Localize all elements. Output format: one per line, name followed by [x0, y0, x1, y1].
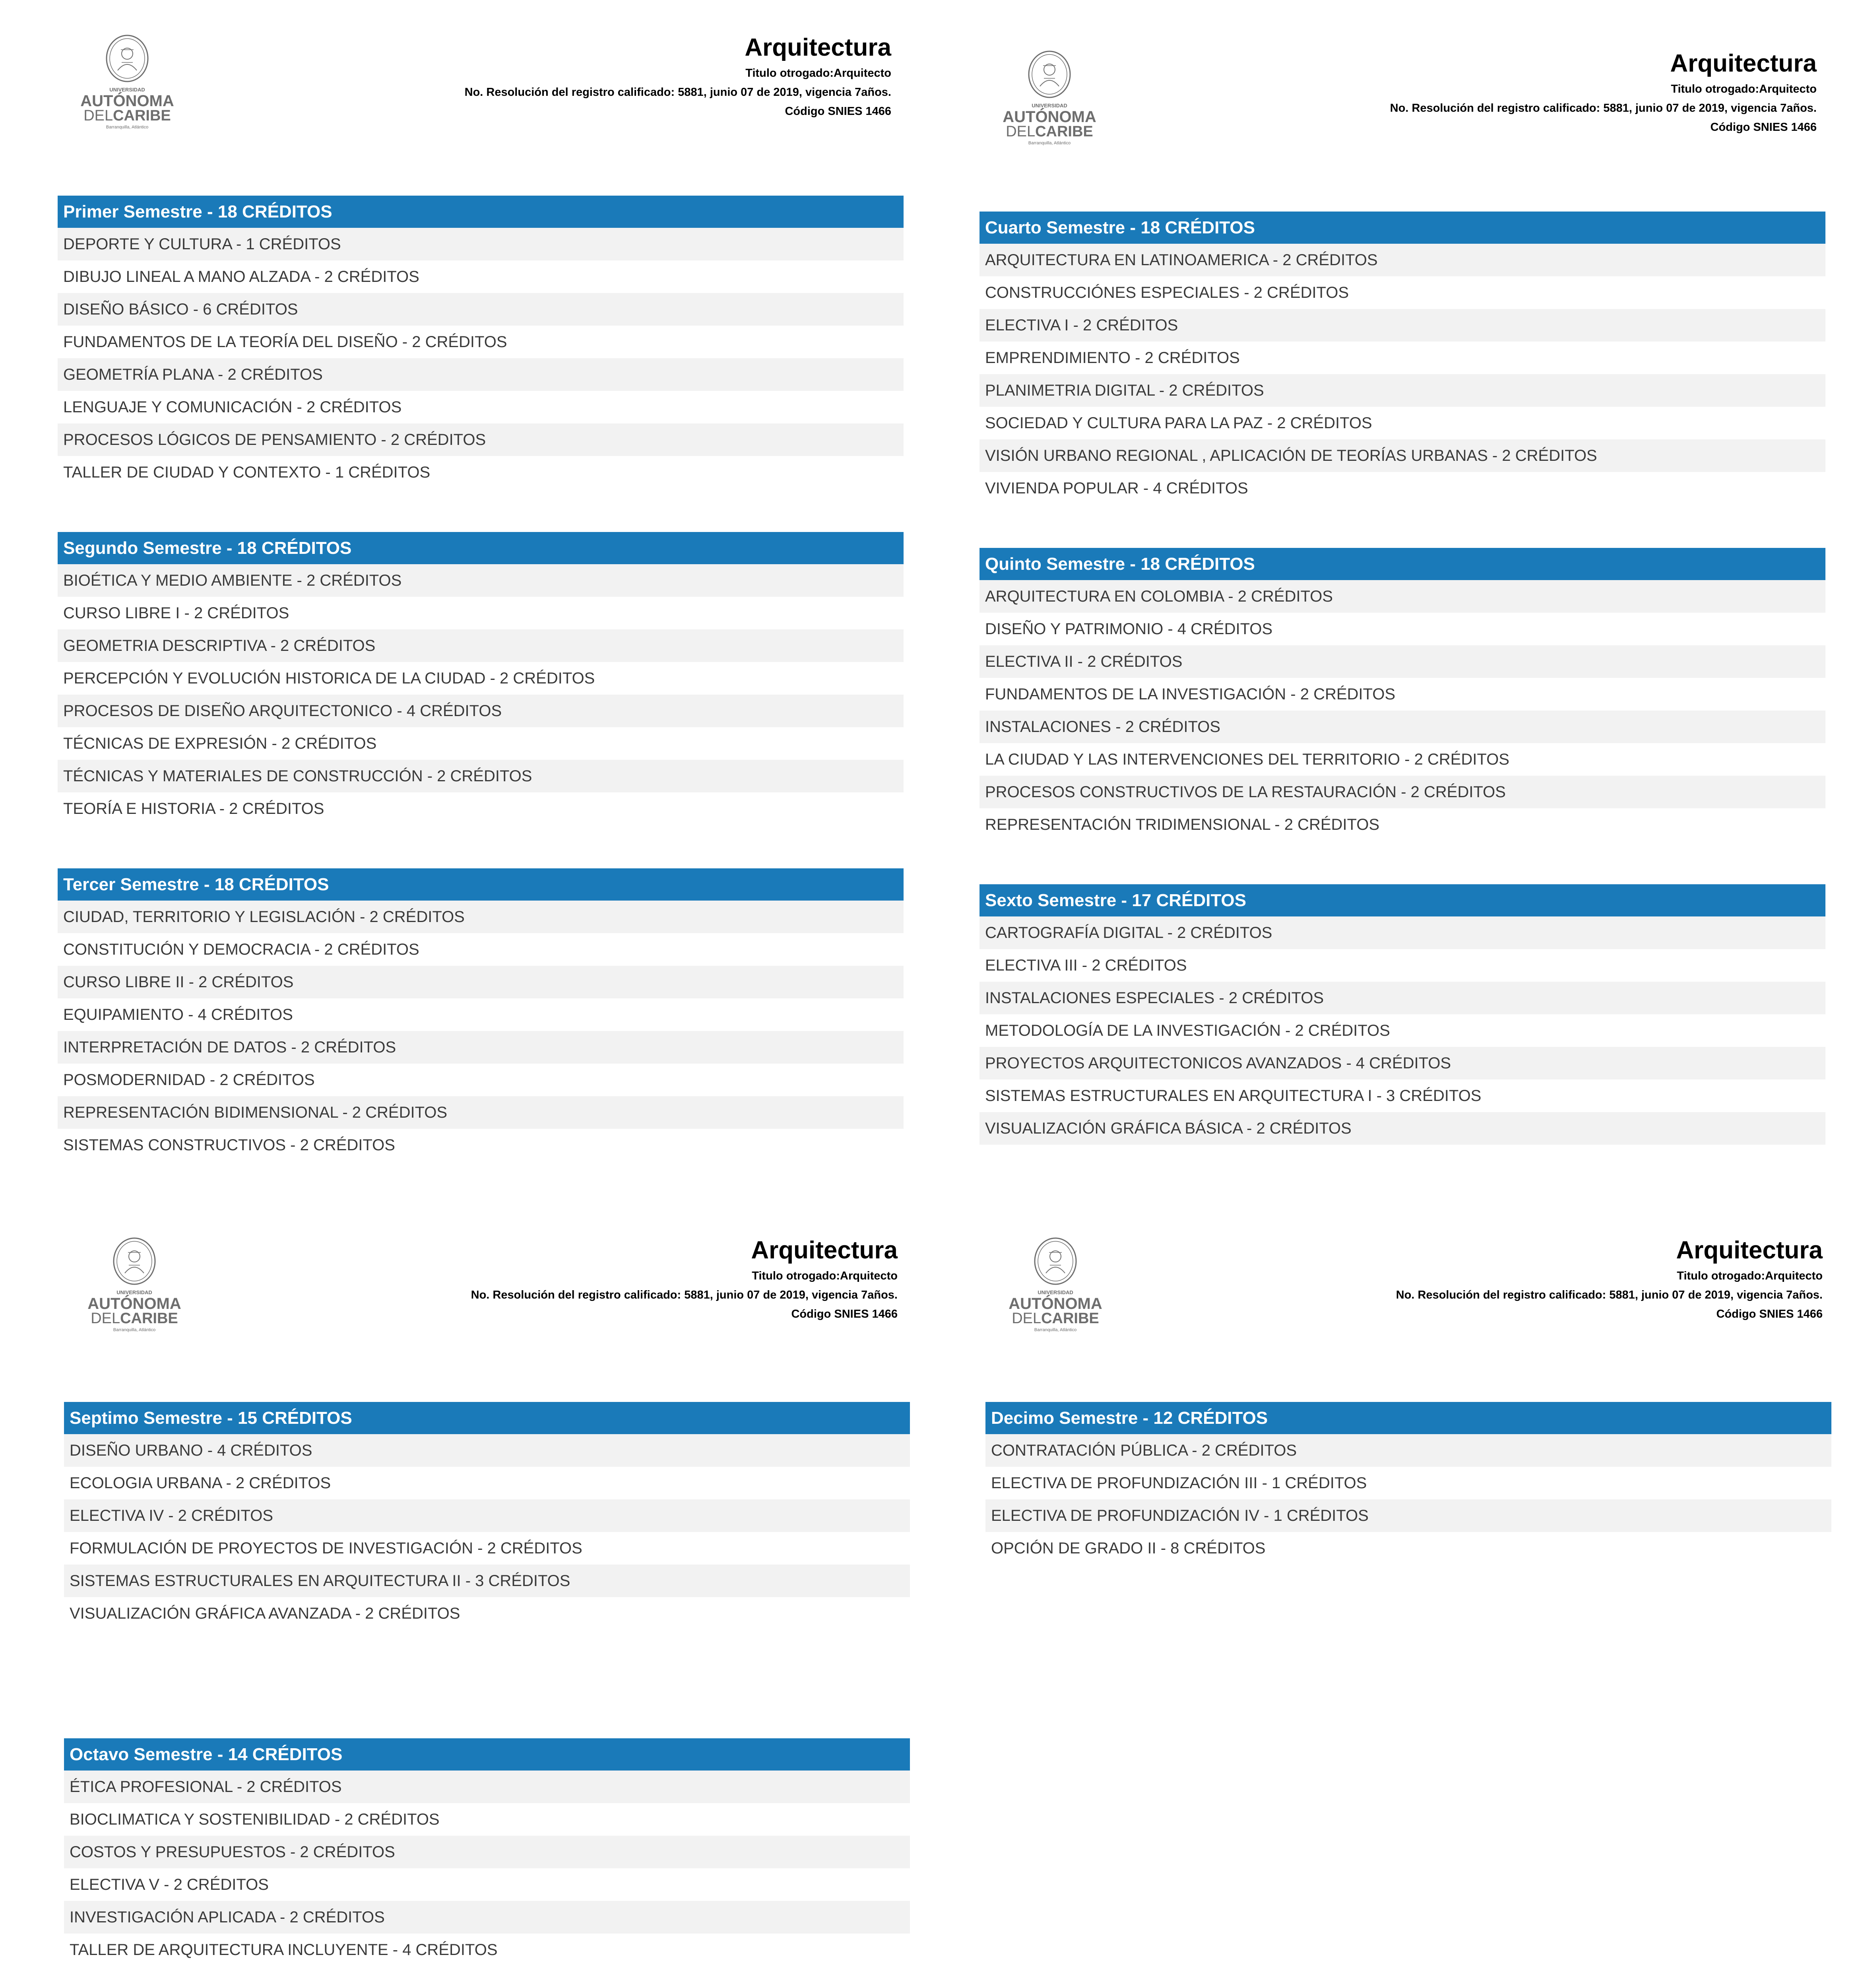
university-logo — [80, 34, 175, 141]
course-row: FUNDAMENTOS DE LA INVESTIGACIÓN - 2 CRÉDITOS — [979, 678, 1825, 711]
semester-title: Octavo Semestre - 14 CRÉDITOS — [64, 1738, 910, 1771]
course-row: BIOÉTICA Y MEDIO AMBIENTE - 2 CRÉDITOS — [58, 564, 904, 597]
logo-emblem — [80, 34, 175, 141]
snies-code: Código SNIES 1466 — [785, 105, 891, 118]
course-row: LENGUAJE Y COMUNICACIÓN - 2 CRÉDITOS — [58, 391, 904, 423]
program-title: Arquitectura — [1670, 50, 1817, 77]
svg-text:DELCARIBE — [83, 107, 171, 124]
course-row: DISEÑO Y PATRIMONIO - 4 CRÉDITOS — [979, 613, 1825, 645]
logo-line-4: Barranquilla, Atlántico — [106, 125, 149, 130]
course-row: TÉCNICAS DE EXPRESIÓN - 2 CRÉDITOS — [58, 727, 904, 760]
logo-line-3b: CARIBE — [1035, 123, 1093, 140]
program-title: Arquitectura — [745, 34, 891, 61]
course-row: EQUIPAMIENTO - 4 CRÉDITOS — [58, 998, 904, 1031]
page-header-text — [1240, 48, 1817, 137]
snies-code: Código SNIES 1466 — [791, 1308, 898, 1320]
course-row: PROCESOS CONSTRUCTIVOS DE LA RESTAURACIÓN - 2 CRÉDITOS — [979, 776, 1825, 808]
course-row: TÉCNICAS Y MATERIALES DE CONSTRUCCIÓN - 2 CRÉDITOS — [58, 760, 904, 792]
course-row: ELECTIVA DE PROFUNDIZACIÓN IV - 1 CRÉDITOS — [985, 1499, 1831, 1532]
course-row: CONSTRUCCIÓNES ESPECIALES - 2 CRÉDITOS — [979, 276, 1825, 309]
svg-text:DELCARIBE — [91, 1310, 178, 1327]
course-row: ARQUITECTURA EN COLOMBIA - 2 CRÉDITOS — [979, 580, 1825, 613]
course-row: CURSO LIBRE I - 2 CRÉDITOS — [58, 597, 904, 629]
course-row: CURSO LIBRE II - 2 CRÉDITOS — [58, 966, 904, 998]
course-row: REPRESENTACIÓN TRIDIMENSIONAL - 2 CRÉDITOS — [979, 808, 1825, 841]
course-row: DISEÑO URBANO - 4 CRÉDITOS — [64, 1434, 910, 1467]
course-row: VISUALIZACIÓN GRÁFICA AVANZADA - 2 CRÉDITOS — [64, 1597, 910, 1630]
logo-line-1: UNIVERSIDAD — [116, 1289, 152, 1295]
course-row: SOCIEDAD Y CULTURA PARA LA PAZ - 2 CRÉDITOS — [979, 407, 1825, 439]
course-row: INVESTIGACIÓN APLICADA - 2 CRÉDITOS — [64, 1901, 910, 1934]
degree-title: Titulo otrogado:Arquitecto — [752, 1270, 898, 1282]
degree-title: Titulo otrogado:Arquitecto — [1671, 83, 1817, 95]
course-row: ECOLOGIA URBANA - 2 CRÉDITOS — [64, 1467, 910, 1499]
course-row: INSTALACIONES - 2 CRÉDITOS — [979, 711, 1825, 743]
semester-title: Quinto Semestre - 18 CRÉDITOS — [979, 548, 1825, 580]
course-row: VIVIENDA POPULAR - 4 CRÉDITOS — [979, 472, 1825, 505]
logo-line-2: AUTÓNOMA — [80, 92, 174, 110]
logo-line-3b: CARIBE — [120, 1310, 178, 1327]
semester-block — [979, 884, 1825, 1145]
course-row: ELECTIVA DE PROFUNDIZACIÓN III - 1 CRÉDITOS — [985, 1467, 1831, 1499]
logo-line-3b: CARIBE — [113, 107, 171, 124]
course-row: PLANIMETRIA DIGITAL - 2 CRÉDITOS — [979, 374, 1825, 407]
course-row: FORMULACIÓN DE PROYECTOS DE INVESTIGACIÓN - 2 CRÉDITOS — [64, 1532, 910, 1565]
logo-line-1: UNIVERSIDAD — [109, 87, 145, 93]
logo-line-4: Barranquilla, Atlántico — [1034, 1328, 1077, 1332]
course-row: ELECTIVA II - 2 CRÉDITOS — [979, 645, 1825, 678]
semester-title: Septimo Semestre - 15 CRÉDITOS — [64, 1402, 910, 1434]
logo-line-4: Barranquilla, Atlántico — [1028, 141, 1071, 146]
logo-line-1: UNIVERSIDAD — [1038, 1289, 1073, 1295]
semester-block — [979, 548, 1825, 841]
course-row: TALLER DE ARQUITECTURA INCLUYENTE - 4 CRÉDITOS — [64, 1934, 910, 1966]
page-header-text — [325, 1235, 898, 1324]
logo-emblem — [1002, 50, 1097, 157]
logo-line-2: AUTÓNOMA — [87, 1295, 181, 1312]
program-title: Arquitectura — [751, 1237, 898, 1264]
course-row: INTERPRETACIÓN DE DATOS - 2 CRÉDITOS — [58, 1031, 904, 1064]
course-row: VISIÓN URBANO REGIONAL , APLICACIÓN DE TEORÍAS URBANAS - 2 CRÉDITOS — [979, 439, 1825, 472]
course-row: PERCEPCIÓN Y EVOLUCIÓN HISTORICA DE LA CIUDAD - 2 CRÉDITOS — [58, 662, 904, 695]
page-header-text — [1246, 1235, 1823, 1324]
course-row: ELECTIVA III - 2 CRÉDITOS — [979, 949, 1825, 982]
course-row: OPCIÓN DE GRADO II - 8 CRÉDITOS — [985, 1532, 1831, 1565]
semester-block — [58, 868, 904, 1161]
course-row: PROCESOS DE DISEÑO ARQUITECTONICO - 4 CRÉDITOS — [58, 695, 904, 727]
plan-page-1 — [0, 0, 931, 1177]
course-row: ÉTICA PROFESIONAL - 2 CRÉDITOS — [64, 1771, 910, 1803]
program-title: Arquitectura — [1676, 1237, 1823, 1264]
university-logo — [1008, 1237, 1103, 1344]
semester-title: Sexto Semestre - 17 CRÉDITOS — [979, 884, 1825, 916]
semester-title: Segundo Semestre - 18 CRÉDITOS — [58, 532, 904, 564]
logo-line-3a: DEL — [91, 1310, 120, 1327]
course-row: LA CIUDAD Y LAS INTERVENCIONES DEL TERRITORIO - 2 CRÉDITOS — [979, 743, 1825, 776]
course-row: FUNDAMENTOS DE LA TEORÍA DEL DISEÑO - 2 CRÉDITOS — [58, 326, 904, 358]
semester-title: Cuarto Semestre - 18 CRÉDITOS — [979, 212, 1825, 244]
resolution-text: No. Resolución del registro calificado: 5881, junio 07 de 2019, vigencia 7años. — [1390, 102, 1817, 115]
logo-line-2: AUTÓNOMA — [1009, 1295, 1102, 1312]
course-row: PROCESOS LÓGICOS DE PENSAMIENTO - 2 CRÉDITOS — [58, 423, 904, 456]
course-row: ELECTIVA I - 2 CRÉDITOS — [979, 309, 1825, 342]
semester-title: Primer Semestre - 18 CRÉDITOS — [58, 196, 904, 228]
semester-block — [64, 1738, 910, 1966]
svg-text:DELCARIBE — [1012, 1310, 1099, 1327]
snies-code: Código SNIES 1466 — [1710, 121, 1817, 134]
semester-title: Decimo Semestre - 12 CRÉDITOS — [985, 1402, 1831, 1434]
resolution-text: No. Resolución del registro calificado: 5881, junio 07 de 2019, vigencia 7años. — [1396, 1289, 1823, 1301]
course-row: ELECTIVA IV - 2 CRÉDITOS — [64, 1499, 910, 1532]
course-row: ARQUITECTURA EN LATINOAMERICA - 2 CRÉDITOS — [979, 244, 1825, 276]
logo-emblem — [1008, 1237, 1103, 1344]
semester-block — [985, 1402, 1831, 1565]
course-row: METODOLOGÍA DE LA INVESTIGACIÓN - 2 CRÉDITOS — [979, 1014, 1825, 1047]
logo-line-2: AUTÓNOMA — [1003, 108, 1096, 126]
semester-title: Tercer Semestre - 18 CRÉDITOS — [58, 868, 904, 901]
page-header-text — [318, 32, 891, 121]
course-row: EMPRENDIMIENTO - 2 CRÉDITOS — [979, 342, 1825, 374]
plan-page-3 — [0, 1201, 931, 1988]
course-row: SISTEMAS ESTRUCTURALES EN ARQUITECTURA I - 3 CRÉDITOS — [979, 1079, 1825, 1112]
course-row: REPRESENTACIÓN BIDIMENSIONAL - 2 CRÉDITOS — [58, 1096, 904, 1129]
course-row: POSMODERNIDAD - 2 CRÉDITOS — [58, 1064, 904, 1096]
course-row: CONTRATACIÓN PÚBLICA - 2 CRÉDITOS — [985, 1434, 1831, 1467]
course-row: INSTALACIONES ESPECIALES - 2 CRÉDITOS — [979, 982, 1825, 1014]
plan-page-4 — [931, 1201, 1862, 1988]
course-row: SISTEMAS ESTRUCTURALES EN ARQUITECTURA II - 3 CRÉDITOS — [64, 1565, 910, 1597]
course-row: PROYECTOS ARQUITECTONICOS AVANZADOS - 4 CRÉDITOS — [979, 1047, 1825, 1079]
course-row: CARTOGRAFÍA DIGITAL - 2 CRÉDITOS — [979, 916, 1825, 949]
university-logo — [1002, 50, 1097, 157]
course-row: CONSTITUCIÓN Y DEMOCRACIA - 2 CRÉDITOS — [58, 933, 904, 966]
course-row: VISUALIZACIÓN GRÁFICA BÁSICA - 2 CRÉDITOS — [979, 1112, 1825, 1145]
logo-line-3a: DEL — [1012, 1310, 1042, 1327]
course-row: TEORÍA E HISTORIA - 2 CRÉDITOS — [58, 792, 904, 825]
degree-title: Titulo otrogado:Arquitecto — [1677, 1270, 1823, 1282]
svg-text:DELCARIBE — [1006, 123, 1093, 140]
course-row: DEPORTE Y CULTURA - 1 CRÉDITOS — [58, 228, 904, 260]
course-row: GEOMETRIA DESCRIPTIVA - 2 CRÉDITOS — [58, 629, 904, 662]
university-logo — [87, 1237, 182, 1344]
degree-title: Titulo otrogado:Arquitecto — [745, 67, 891, 80]
course-row: ELECTIVA V - 2 CRÉDITOS — [64, 1868, 910, 1901]
logo-line-3a: DEL — [1006, 123, 1036, 140]
course-row: COSTOS Y PRESUPUESTOS - 2 CRÉDITOS — [64, 1836, 910, 1868]
resolution-text: No. Resolución del registro calificado: 5881, junio 07 de 2019, vigencia 7años. — [471, 1289, 898, 1301]
semester-block — [979, 212, 1825, 505]
semester-block — [64, 1402, 910, 1630]
logo-line-3b: CARIBE — [1041, 1310, 1099, 1327]
semester-block — [58, 532, 904, 825]
plan-page-2 — [931, 0, 1862, 1177]
course-row: BIOCLIMATICA Y SOSTENIBILIDAD - 2 CRÉDITOS — [64, 1803, 910, 1836]
snies-code: Código SNIES 1466 — [1716, 1308, 1823, 1320]
logo-line-1: UNIVERSIDAD — [1032, 103, 1067, 109]
logo-emblem — [87, 1237, 182, 1344]
course-row: SISTEMAS CONSTRUCTIVOS - 2 CRÉDITOS — [58, 1129, 904, 1161]
logo-line-3a: DEL — [83, 107, 113, 124]
course-row: DISEÑO BÁSICO - 6 CRÉDITOS — [58, 293, 904, 326]
course-row: CIUDAD, TERRITORIO Y LEGISLACIÓN - 2 CRÉDITOS — [58, 901, 904, 933]
course-row: TALLER DE CIUDAD Y CONTEXTO - 1 CRÉDITOS — [58, 456, 904, 489]
course-row: DIBUJO LINEAL A MANO ALZADA - 2 CRÉDITOS — [58, 260, 904, 293]
logo-line-4: Barranquilla, Atlántico — [113, 1328, 156, 1332]
resolution-text: No. Resolución del registro calificado: 5881, junio 07 de 2019, vigencia 7años. — [464, 86, 891, 99]
course-row: GEOMETRÍA PLANA - 2 CRÉDITOS — [58, 358, 904, 391]
semester-block — [58, 196, 904, 489]
